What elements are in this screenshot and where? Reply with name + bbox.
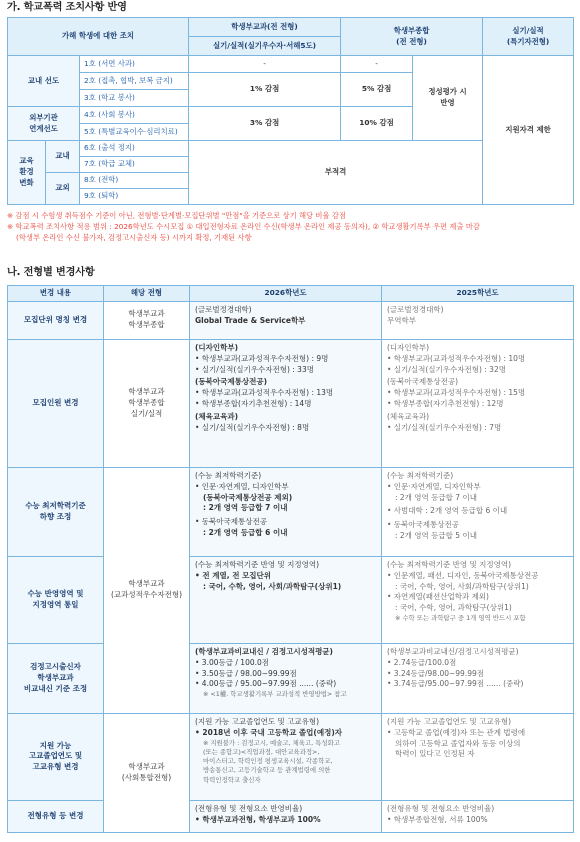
header-skill: 실기/실적(실기우수자·서해5도): [189, 37, 341, 56]
row-label-school: 교내 선도: [8, 56, 80, 107]
row1-comp: -: [341, 56, 413, 73]
school-violence-table: [7, 17, 574, 205]
row1-grade: -: [189, 56, 341, 73]
col-header-2026: 2026학년도: [190, 285, 382, 301]
row-label-inside: 교내: [46, 141, 80, 173]
header-comprehensive: 학생부종합 (전 전형): [341, 18, 483, 56]
changes-table: [7, 285, 574, 833]
change-2025-minimum: (수능 최저학력기준) • 인문·자연계열, 디자인학부 : 2개 영역 등급합 7 이내 • 사범대학 : 2개 영역 등급합 6 이내 • 동북아국제통상전공 : 2개 영역 등급합 5 이내: [382, 467, 574, 556]
row8-item: 8호 (전학): [80, 173, 189, 189]
col-header-type: 해당 전형: [104, 285, 190, 301]
row2-item: 2호 (접촉, 협박, 보복 금지): [80, 73, 189, 90]
row-label-outside: 교외: [46, 173, 80, 205]
row6-item: 6호 (출석 정지): [80, 141, 189, 157]
col-header-change: 변경 내용: [8, 285, 104, 301]
change-2026-graduation: (지원 가능 고교졸업연도 및 고교유형) • 2018년 이후 국내 고등학교 졸업(예정)자 ※ 지원불가 : 검정고시, 예술고, 체육고, 특성화고 (또는 종합고)<직업과정, 대안교육과정>, 마이스터고, 학력인정 평생교육시설, 각종학교, 방송통신고, 고등기술학교 등 관계법령에 의한 학력인정학교 출신자: [190, 713, 382, 800]
row45-grade: 3% 감점: [189, 107, 341, 141]
change-2026-name: (글로벌정경대학) Global Trade & Service학부: [190, 301, 382, 339]
row5-item: 5호 (특별교육이수·심리치료): [80, 124, 189, 141]
header-action: 가해 학생에 대한 조치: [8, 18, 189, 56]
section-a-notes: [7, 211, 573, 244]
row1-item: 1호 (서면 사과): [80, 56, 189, 73]
change-label-minimum: 수능 최저학력기준 하향 조정: [8, 467, 104, 556]
note-3: (학생부 온라인 수신 불가자, 검정고시출신자 등) 시까지 확정, 기재된 사항: [16, 232, 252, 242]
row7-item: 7호 (학급 교체): [80, 157, 189, 173]
change-2025-graduation: (지원 가능 고교졸업연도 및 고교유형) • 고등학교 졸업(예정)자 또는 관계 법령에 의하여 고등학교 졸업자와 동등 이상의 학력이 있다고 인정된 자: [382, 713, 574, 800]
change-type-quota: 학생부교과 학생부종합 실기/실적: [104, 339, 190, 467]
change-label-graduation: 지원 가능 고교졸업연도 및 고교유형 변경: [8, 713, 104, 800]
row23-grade: 1% 감점: [189, 73, 341, 107]
change-2026-type: (전형유형 및 전형요소 반영비율) • 학생부교과전형, 학생부교과 100%: [190, 800, 382, 832]
change-2025-type: (전형유형 및 전형요소 반영비율) • 학생부종합전형, 서류 100%: [382, 800, 574, 832]
header-grade: 학생부교과(전 전형): [189, 18, 341, 37]
change-label-type: 전형유형 등 변경: [8, 800, 104, 832]
change-2026-ged: (학생부교과비교내신 / 검정고시성적평균) • 3.00등급 / 100.0점 • 3.50등급 / 98.00~99.99점 • 4.00등급 / 95.00~97.99점 ...... (중략) ※ <1權. 학교생활기록부 교과성적 반영방법> 참고: [190, 643, 382, 713]
change-2026-minimum: (수능 최저학력기준) • 인문·자연계열, 디자인학부 (동북아국제통상전공 제외) : 2개 영역 등급합 7 이내 • 동북아국제통상전공 : 2개 영역 등급합 6 이내: [190, 467, 382, 556]
row-label-external: 외부기관 연계선도: [8, 107, 80, 141]
row-label-env: 교육 환경 변화: [8, 141, 46, 205]
change-label-ged: 검정고시출신자 학생부교과 비교내신 기준 조정: [8, 643, 104, 713]
qualitative-eval: 정성평가 시 반영: [413, 56, 483, 141]
change-type-gyogwa: 학생부교과 (교과성적우수자전형): [104, 467, 190, 713]
change-label-name: 모집단위 명칭 변경: [8, 301, 104, 339]
note-2: ※ 학교폭력 조치사항 적용 범위 : 2026학년도 수시모집 ① 대입전형자료 온라인 수신(학생부 온라인 제공 동의자), ② 학교생활기록부 우편 제출 마감: [7, 221, 480, 231]
row3-item: 3호 (학교 봉사): [80, 90, 189, 107]
change-label-quota: 모집인원 변경: [8, 339, 104, 467]
ineligible: 부적격: [189, 141, 483, 205]
row4-item: 4호 (사회 봉사): [80, 107, 189, 124]
change-type-name: 학생부교과 학생부종합: [104, 301, 190, 339]
col-header-2025: 2025학년도: [382, 285, 574, 301]
note-1: ※ 감점 시 수험생 취득점수 기준이 아닌, 전형별·단계별·모집단위별 "만점"을 기준으로 상기 해당 비율 감점: [7, 211, 346, 220]
change-2025-name: (글로벌정경대학) 무역학부: [382, 301, 574, 339]
row23-comp: 5% 감점: [341, 73, 413, 107]
section-a-title: 가. 학교폭력 조치사항 반영: [7, 2, 127, 13]
change-type-social: 학생부교과 (사회통합전형): [104, 713, 190, 832]
change-2026-subjects: (수능 최저학력기준 반영 및 지정영역) • 전 계열, 전 모집단위 : 국어, 수학, 영어, 사회/과학탐구(상위1): [190, 556, 382, 643]
row9-item: 9호 (퇴학): [80, 189, 189, 205]
change-2025-quota: (디자인학부) • 학생부교과(교과성적우수자전형) : 10명 • 실기/실적(실기우수자전형) : 32명 (동북아국제통상전공) • 학생부교과(교과성적우수자전형) : 15명 • 학생부종합(자기추천전형) : 12명 (체육교육과) • 실기/실적(실기우수자전형) : 7명: [382, 339, 574, 467]
change-2026-quota: (디자인학부) • 학생부교과(교과성적우수자전형) : 9명 • 실기/실적(실기우수자전형) : 33명 (동북아국제통상전공) • 학생부교과(교과성적우수자전형) : 13명 • 학생부종합(자기추천전형) : 14명 (체육교육과) • 실기/실적(실기우수자전형) : 8명: [190, 339, 382, 467]
eligibility-limit: 지원자격 제한: [483, 56, 574, 205]
change-2025-subjects: (수능 최저학력기준 반영 및 지정영역) • 인문계열, 패션, 디자인, 동북아국제통상전공 : 국어, 수학, 영어, 사회/과학탐구(상위1) • 자연계열(패션산업학과 제외) : 국어, 수학, 영어, 과학탐구(상위1) ※ 수학 또는 과학탐구 중 1개 영역 반드시 포함: [382, 556, 574, 643]
header-special: 실기/실적 (특기자전형): [483, 18, 574, 56]
change-2025-ged: (학생부교과비교내신/검정고시성적평균) • 2.74등급/100.0점 • 3.24등급/98.00~99.99점 • 3.74등급/95.00~97.99점 ...... (중략): [382, 643, 574, 713]
row45-comp: 10% 감점: [341, 107, 413, 141]
section-b-title: 나. 전형별 변경사항: [7, 266, 95, 278]
change-label-subjects: 수능 반영영역 및 지정영역 통일: [8, 556, 104, 643]
